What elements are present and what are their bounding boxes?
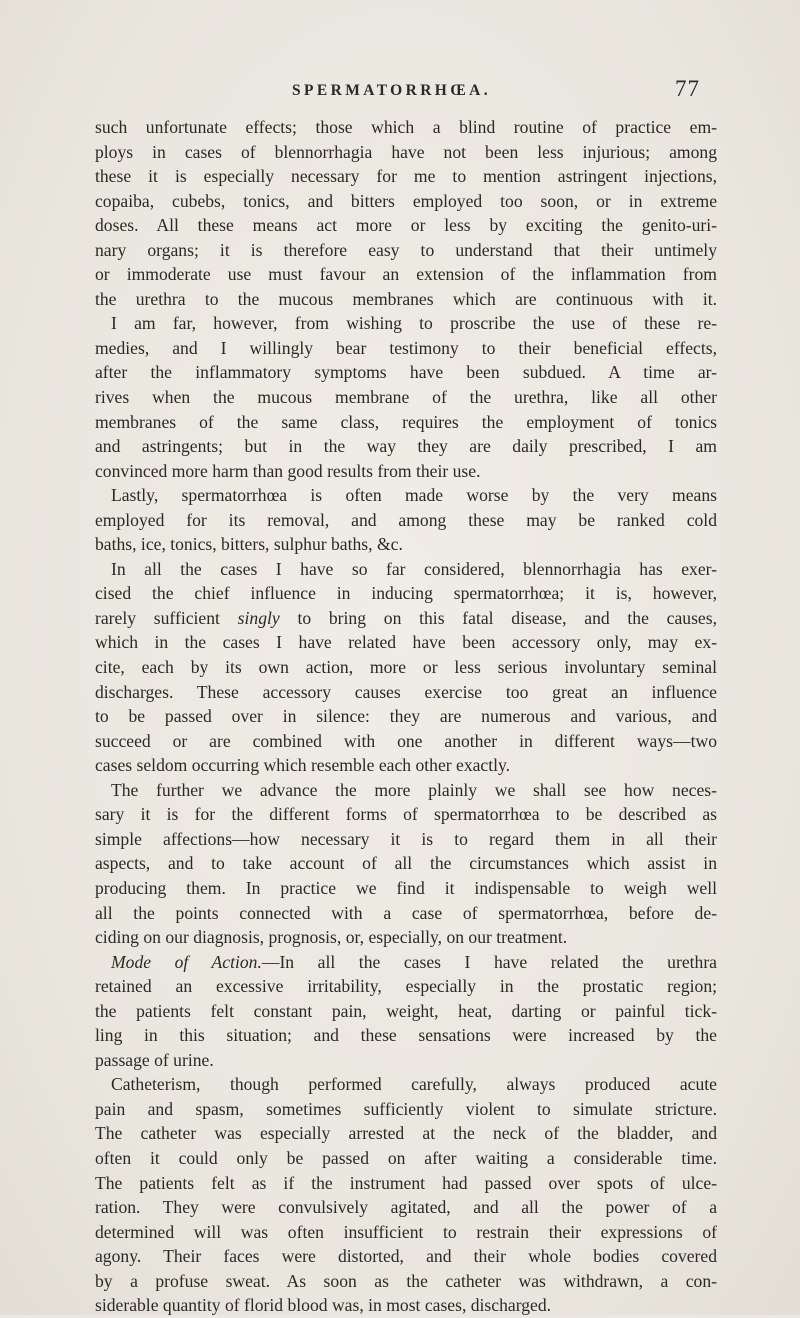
text-line: convinced more harm than good results from their use. [95, 460, 481, 481]
text-line: the urethra to the mucous membranes which are continuous with it. [95, 288, 717, 309]
text-line: I am far, however, from wishing to proscribe the use of these re- [111, 313, 717, 334]
text-line [95, 950, 717, 975]
text-line: succeed or are combined with one another in different ways—two [95, 730, 717, 751]
text-line [95, 606, 717, 631]
text-line: which in the cases I have related have been accessory only, may ex- [95, 632, 717, 653]
text-line: The patients felt as if the instrument had passed over spots of ulce- [95, 1172, 717, 1193]
text-line: sary it is for the different forms of spermatorrhœa to be described as [95, 804, 717, 825]
body-text [95, 115, 717, 1318]
text-line: employed for its removal, and among these may be ranked cold [95, 509, 717, 530]
text-line: cases seldom occurring which resemble each other exactly. [95, 755, 511, 776]
text-line: passage of urine. [95, 1049, 214, 1070]
text-line: such unfortunate effects; those which a blind routine of practice em- [95, 117, 717, 137]
text-segment: to bring on this fatal disease, and the causes, [279, 607, 717, 628]
text-line: ciding on our diagnosis, prognosis, or, especially, on our treatment. [95, 927, 568, 948]
text-line: doses. All these means act more or less by exciting the genito-uri- [95, 215, 717, 236]
text-line: The further we advance the more plainly we shall see how neces- [111, 779, 717, 800]
text-line: agony. Their faces were distorted, and their whole bodies covered [95, 1246, 717, 1267]
text-line: these it is especially necessary for me to mention astringent injections, [95, 166, 717, 187]
text-line: cite, each by its own action, more or less serious involuntary seminal [95, 657, 717, 678]
text-line: to be passed over in silence: they are numerous and various, and [95, 706, 717, 727]
text-line: often it could only be passed on after waiting a considerable time. [95, 1147, 717, 1168]
text-line: membranes of the same class, requires the employment of tonics [95, 411, 717, 432]
text-line: baths, ice, tonics, bitters, sulphur baths, &c. [95, 534, 403, 555]
text-line: and astringents; but in the way they are daily prescribed, I am [95, 436, 717, 457]
page-header [224, 76, 710, 110]
text-line: ling in this situation; and these sensations were increased by the [95, 1025, 717, 1046]
text-line: pain and spasm, sometimes sufficiently violent to simulate stricture. [95, 1098, 717, 1119]
page-number: 77 [675, 76, 700, 101]
text-line: rives when the mucous membrane of the urethra, like all other [95, 387, 717, 408]
running-head: SPERMATORRHŒA. [292, 82, 492, 99]
text-line: simple affections—how necessary it is to regard them in all their [95, 828, 717, 849]
text-line: determined will was often insufficient to restrain their expressions of [95, 1221, 717, 1242]
text-line: Catheterism, though performed carefully, always produced acute [111, 1074, 717, 1095]
text-line: all the points connected with a case of spermatorrhœa, before de- [95, 902, 717, 923]
text-line: cised the chief influence in inducing spermatorrhœa; it is, however, [95, 583, 717, 604]
text-line: after the inflammatory symptoms have been subdued. A time ar- [95, 362, 717, 383]
text-line: The catheter was especially arrested at the neck of the bladder, and [95, 1123, 717, 1144]
italic-emphasis: Mode of Action. [111, 951, 262, 972]
text-segment: rarely sufficient [95, 607, 238, 628]
text-line: retained an excessive irritability, especially in the prostatic region; [95, 976, 717, 997]
text-line: by a profuse sweat. As soon as the catheter was withdrawn, a con- [95, 1270, 717, 1291]
text-line: the patients felt constant pain, weight, heat, darting or painful tick- [95, 1000, 717, 1021]
italic-emphasis: singly [237, 607, 280, 628]
text-line: ploys in cases of blennorrhagia have not been less injurious; among [95, 141, 717, 162]
text-line: Lastly, spermatorrhœa is often made worse by the very means [111, 485, 717, 506]
text-line: ration. They were convulsively agitated, and all the power of a [95, 1197, 717, 1218]
text-line: aspects, and to take account of all the circumstances which assist in [95, 853, 717, 874]
text-line: or immoderate use must favour an extension of the inflammation from [95, 264, 717, 285]
text-segment: —In all the cases I have related the urethra [261, 951, 717, 972]
text-line: In all the cases I have so far considered, blennorrhagia has exer- [111, 558, 717, 579]
text-line: copaiba, cubebs, tonics, and bitters employed too soon, or in extreme [95, 190, 717, 211]
text-line: nary organs; it is therefore easy to understand that their untimely [95, 239, 717, 260]
text-line: discharges. These accessory causes exercise too great an influence [95, 681, 717, 702]
text-line: producing them. In practice we find it indispensable to weigh well [95, 877, 717, 898]
text-line: medies, and I willingly bear testimony to their beneficial effects, [95, 337, 717, 358]
text-line: siderable quantity of florid blood was, in most cases, discharged. [95, 1295, 552, 1316]
